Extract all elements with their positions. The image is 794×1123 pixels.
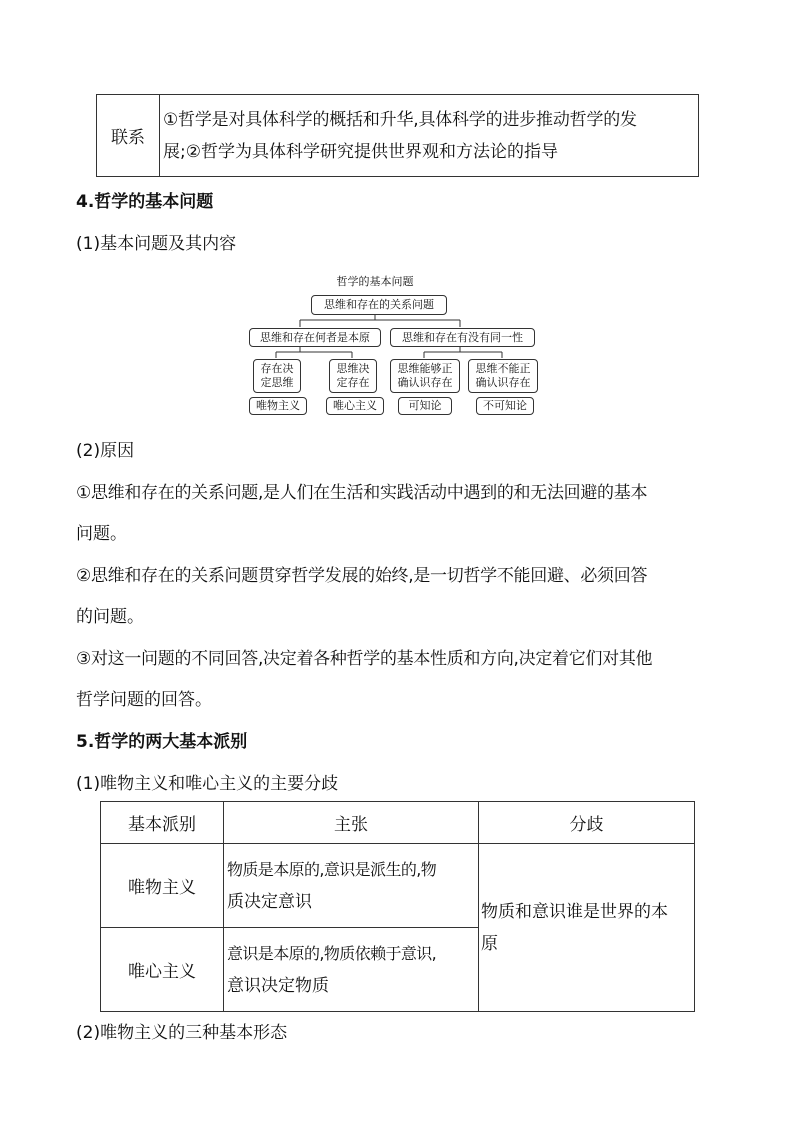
table-row: [101, 844, 695, 928]
divergence-cell: 物质和意识谁是世界的本 原: [479, 844, 695, 1012]
diagram-branch-right: 思维和存在有没有同一性: [390, 328, 535, 347]
basic-question-diagram: [240, 268, 550, 420]
diagram-school-4: 不可知论: [476, 397, 534, 415]
school-materialism: 唯物主义: [101, 844, 224, 928]
relation-line-1: ①哲学是对具体科学的概括和升华,具体科学的进步推动哲学的发: [163, 109, 637, 130]
relation-content: [160, 95, 699, 177]
diagram-leaf-3: 思维能够正 确认识存在: [390, 359, 460, 393]
reason-2-line-1: ②思维和存在的关系问题贯穿哲学发展的始终,是一切哲学不能回避、必须回答: [76, 566, 648, 586]
diagram-root: 思维和存在的关系问题: [311, 295, 447, 315]
diagram-school-1: 唯物主义: [249, 397, 307, 415]
section-4-sub2: (2)原因: [76, 441, 135, 461]
schools-header-row: [101, 802, 695, 844]
header-claim: 主张: [224, 802, 479, 844]
claim-idealism: 意识是本原的,物质依赖于意识, 意识决定物质: [224, 928, 479, 1012]
diagram-title: 哲学的基本问题: [336, 275, 414, 288]
section-5-sub1: (1)唯物主义和唯心主义的主要分歧: [76, 774, 339, 794]
school-idealism: 唯心主义: [101, 928, 224, 1012]
diagram-school-2: 唯心主义: [326, 397, 384, 415]
reason-1-line-1: ①思维和存在的关系问题,是人们在生活和实践活动中遇到的和无法回避的基本: [76, 483, 648, 503]
diagram-leaf-2: 思维决 定存在: [329, 359, 377, 393]
diagram-school-3: 可知论: [398, 397, 452, 415]
relation-row: [97, 95, 699, 177]
section-4-sub1: (1)基本问题及其内容: [76, 234, 237, 254]
reason-2-line-2: 的问题。: [76, 607, 144, 627]
relation-line-2: 展;②哲学为具体科学研究提供世界观和方法论的指导: [163, 141, 558, 162]
reason-3-line-1: ③对这一问题的不同回答,决定着各种哲学的基本性质和方向,决定着它们对其他: [76, 649, 653, 669]
section-5-sub2: (2)唯物主义的三种基本形态: [76, 1023, 288, 1043]
header-school: 基本派别: [101, 802, 224, 844]
diagram-branch-left: 思维和存在何者是本原: [249, 328, 381, 347]
reason-3-line-2: 哲学问题的回答。: [76, 690, 212, 710]
diagram-leaf-4: 思维不能正 确认识存在: [468, 359, 538, 393]
relation-label: 联系: [97, 95, 160, 177]
header-divergence: 分歧: [479, 802, 695, 844]
reason-1-line-2: 问题。: [76, 524, 127, 544]
diagram-leaf-1: 存在决 定思维: [253, 359, 301, 393]
relation-table: [96, 94, 699, 177]
claim-materialism: 物质是本原的,意识是派生的,物 质决定意识: [224, 844, 479, 928]
section-5-heading: 5.哲学的两大基本派别: [76, 732, 248, 752]
section-4-heading: 4.哲学的基本问题: [76, 192, 214, 212]
schools-table: [100, 801, 695, 1012]
